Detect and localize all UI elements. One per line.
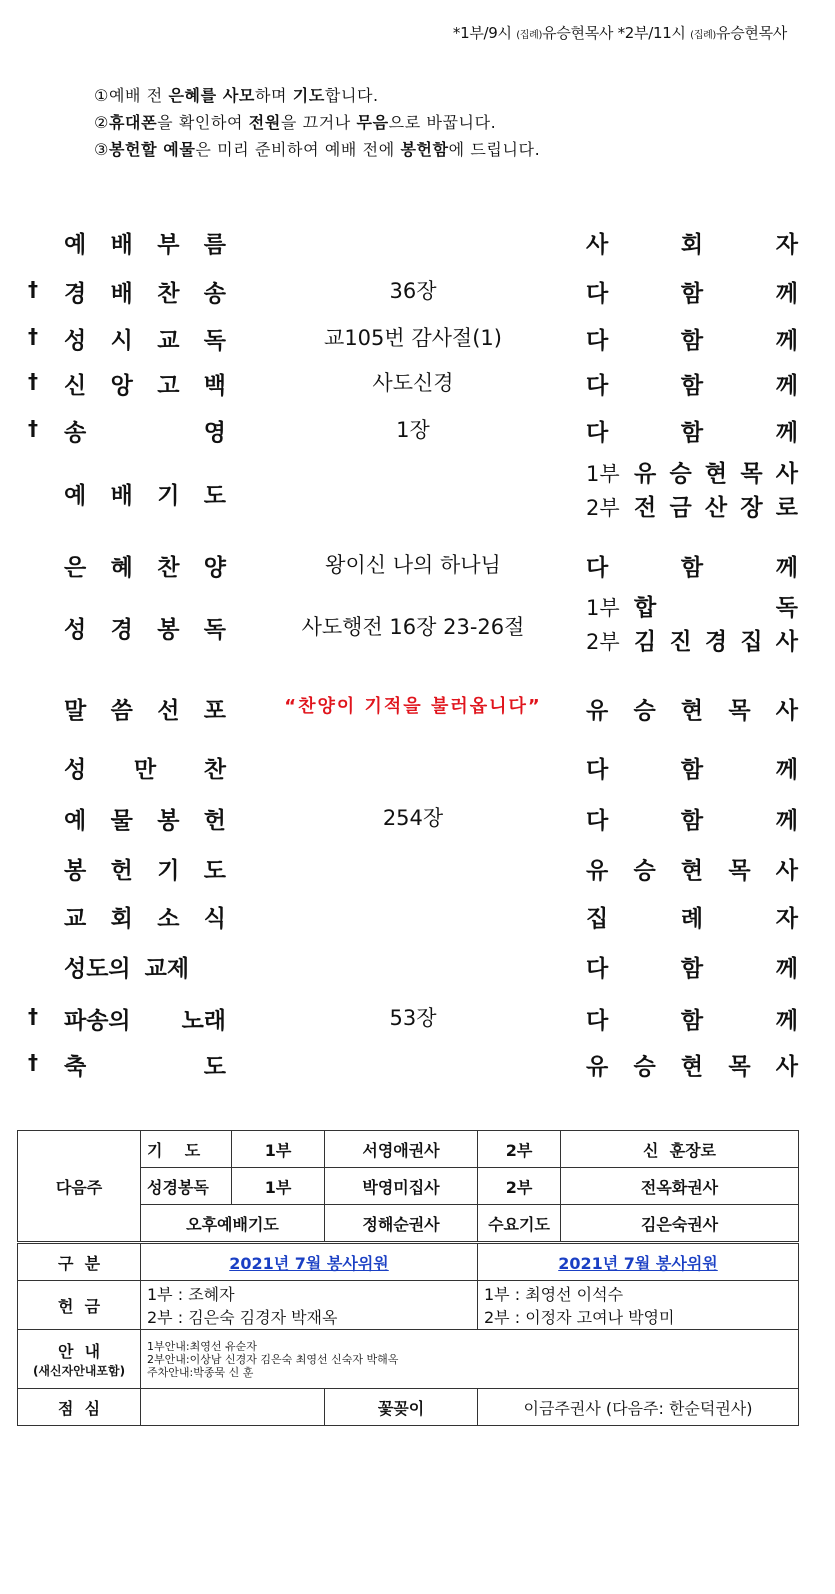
service-schedule	[453, 22, 787, 43]
responsible-part: 목	[728, 1054, 751, 1080]
cross-mark: †	[28, 416, 38, 440]
order-item-name-part: 배	[110, 483, 133, 509]
offering-right-line2: 2부 : 이정자 고여나 박영미	[484, 1308, 675, 1327]
responsible-part: 께	[775, 420, 798, 446]
prayer-label: 기 도	[141, 1131, 232, 1168]
cross-mark: †	[28, 277, 38, 301]
order-item-name-part: 봉	[157, 808, 180, 834]
order-item-content: 왕이신 나의 하나님	[325, 553, 501, 577]
next-week-label: 다음주	[18, 1131, 141, 1243]
reading-p2-label: 2부	[478, 1168, 561, 1205]
reading-label: 성경봉독	[141, 1168, 232, 1205]
responsible-part: 함	[680, 281, 704, 307]
responsible-part: 유	[586, 1054, 609, 1080]
order-item-responsible	[586, 322, 798, 355]
responsible-part: 다	[586, 420, 609, 446]
order-item-responsible	[586, 692, 798, 725]
order-item-name	[64, 322, 226, 355]
responsible-part: 함	[680, 328, 704, 354]
order-item-name	[64, 751, 226, 784]
responsible-part: 승	[633, 1054, 656, 1080]
order-item-name	[64, 477, 226, 510]
notice-3: ③봉헌할 예물은 미리 준비하여 예배 전에 봉헌함에 드립니다.	[94, 140, 541, 159]
reading-p1-name: 박영미집사	[325, 1168, 478, 1205]
cross-mark: †	[28, 324, 38, 348]
responsible-part: 현	[680, 1054, 704, 1080]
order-item-name-part: 예	[64, 483, 87, 509]
cross-mark: †	[28, 369, 38, 393]
responsible-part: 현	[680, 858, 704, 884]
order-item-name	[64, 549, 226, 582]
responsible-name-part: 진	[669, 629, 692, 655]
responsible-name-part: 독	[775, 595, 798, 621]
guide-line-3: 주차안내:박종묵 신 훈	[147, 1365, 254, 1379]
guide-line-2: 2부안내:이상남 신경자 김은숙 최영선 신숙자 박해옥	[147, 1352, 399, 1366]
order-item-name-part: 헌	[110, 858, 133, 884]
responsible-name-part: 로	[775, 495, 798, 521]
responsible-part: 함	[680, 808, 704, 834]
wednesday-prayer-label: 수요기도	[478, 1205, 561, 1243]
notice-1: ①예배 전 은혜를 사모하며 기도합니다.	[94, 86, 379, 105]
responsible-name-part: 집	[740, 629, 763, 655]
responsible-line	[586, 625, 798, 659]
order-item-name-part: 봉	[157, 617, 180, 643]
responsible-part: 함	[680, 757, 704, 783]
responsible-name-part: 금	[669, 495, 692, 521]
order-item-name-part: 찬	[157, 555, 180, 581]
responsible-part: 께	[775, 373, 798, 399]
order-item-name-part: 름	[203, 232, 226, 258]
order-item-name	[64, 367, 226, 400]
responsible-part: 자	[775, 906, 798, 932]
afternoon-prayer-name: 정해순권사	[325, 1205, 478, 1243]
reading-p1-label: 1부	[232, 1168, 325, 1205]
order-item-responsible	[586, 367, 798, 400]
order-item-name-part: 혜	[110, 555, 133, 581]
order-item-name-part: 식	[203, 906, 226, 932]
order-item-name-part: 고	[157, 373, 180, 399]
responsible-name-part: 장	[740, 495, 763, 521]
order-item-name-part: 독	[203, 617, 226, 643]
responsible-part: 례	[680, 906, 704, 932]
order-item-responsible	[586, 751, 798, 784]
order-item-name-part: 헌	[203, 808, 226, 834]
order-item-name-part: 성	[64, 328, 87, 354]
order-item-responsible	[586, 414, 798, 447]
service-roster-table	[17, 1130, 799, 1426]
responsible-part: 다	[586, 1008, 609, 1034]
responsible-part: 다	[586, 328, 609, 354]
committee-left[interactable]: 2021년 7월 봉사위원	[141, 1243, 478, 1281]
cross-mark: †	[28, 1004, 38, 1028]
first-service-time: *1부/9시	[452, 24, 512, 42]
responsible-part: 사	[775, 698, 798, 724]
responsible-part: 자	[775, 232, 798, 258]
order-item-name-part: 만	[133, 757, 157, 783]
responsible-part: 현	[680, 698, 704, 724]
order-item-responsible	[586, 802, 798, 835]
responsible-name-part: 승	[669, 461, 692, 487]
responsible-name-part: 유	[634, 461, 657, 487]
order-item-name-part: 성	[64, 757, 87, 783]
order-item-name-part: 포	[203, 698, 226, 724]
prayer-p1-name: 서영애권사	[325, 1131, 478, 1168]
order-item-name-part: 예	[64, 232, 87, 258]
responsible-name-part: 김	[634, 629, 657, 655]
responsible-part: 다	[586, 555, 609, 581]
responsible-part: 사	[586, 232, 609, 258]
offering-right	[478, 1281, 799, 1330]
responsible-name-part: 사	[775, 629, 798, 655]
responsible-part: 께	[775, 956, 798, 982]
order-item-name-part: 노래	[181, 1008, 226, 1034]
order-item-name-part: 은	[64, 555, 87, 581]
service-part-label: 1부	[586, 596, 620, 620]
responsible-part: 사	[775, 858, 798, 884]
offering-left-line1: 1부 : 조혜자	[147, 1285, 235, 1304]
order-item-name-part: 백	[203, 373, 226, 399]
guide-details	[141, 1330, 799, 1389]
order-item-name-part: 선	[157, 698, 180, 724]
responsible-name-part: 산	[704, 495, 728, 521]
guide-label: 안 내 (새신자안내포함)	[18, 1330, 141, 1389]
responsible-part: 함	[680, 956, 704, 982]
order-item-name-part: 시	[110, 328, 133, 354]
order-item-name-part: 양	[203, 555, 226, 581]
offering-left-line2: 2부 : 김은숙 김경자 박재옥	[147, 1308, 338, 1327]
order-item-responsible	[586, 1002, 798, 1035]
offering-left	[141, 1281, 478, 1330]
order-item-name-part: 찬	[203, 757, 226, 783]
responsible-name-part: 사	[775, 461, 798, 487]
prayer-p2-label: 2부	[478, 1131, 561, 1168]
cross-mark: †	[28, 1050, 38, 1074]
responsible-name-part: 현	[704, 461, 728, 487]
order-item-name-part: 송	[203, 281, 226, 307]
order-item-responsible	[586, 275, 798, 308]
order-item-name-part: 영	[203, 420, 226, 446]
responsible-part: 함	[680, 1008, 704, 1034]
order-item-name	[64, 1048, 226, 1081]
order-item-content: 사도신경	[372, 371, 454, 395]
responsible-part: 함	[680, 420, 704, 446]
order-item-responsible-split	[586, 457, 798, 525]
service-part-label: 2부	[586, 630, 620, 654]
order-item-content: 254장	[382, 806, 444, 830]
lunch-value	[141, 1389, 325, 1426]
order-item-name-part: 도	[203, 483, 226, 509]
order-item-name	[64, 852, 226, 885]
order-item-name-part: 경	[64, 281, 87, 307]
order-item-name-part: 성	[64, 617, 87, 643]
order-item-name	[64, 275, 226, 308]
offering-right-line1: 1부 : 최영선 이석수	[484, 1285, 624, 1304]
order-item-name	[64, 611, 226, 644]
responsible-line	[586, 591, 798, 625]
responsible-name-part: 합	[634, 595, 657, 621]
responsible-name-part: 목	[740, 461, 763, 487]
responsible-part: 목	[728, 858, 751, 884]
responsible-name-part: 전	[634, 495, 657, 521]
order-item-responsible	[586, 852, 798, 885]
responsible-part: 함	[680, 555, 704, 581]
order-item-responsible	[586, 950, 798, 983]
order-item-responsible	[586, 1048, 798, 1081]
order-item-name	[64, 950, 226, 983]
order-item-name-part: 도	[203, 1054, 226, 1080]
prayer-p2-name: 신 훈장로	[561, 1131, 799, 1168]
responsible-part: 목	[728, 698, 751, 724]
responsible-part: 께	[775, 328, 798, 354]
responsible-name	[634, 457, 798, 491]
order-item-responsible	[586, 549, 798, 582]
order-item-name-part: 찬	[157, 281, 180, 307]
service-part-label: 1부	[586, 462, 620, 486]
order-item-name-part: 말	[64, 698, 87, 724]
responsible-line	[586, 491, 798, 525]
order-item-name	[64, 802, 226, 835]
order-item-name-part: 교	[64, 906, 87, 932]
category-label: 구 분	[18, 1243, 141, 1281]
order-item-name-part: 씀	[110, 698, 133, 724]
responsible-part: 회	[680, 232, 704, 258]
order-item-name-part: 성도의	[64, 956, 131, 982]
order-item-name-part: 봉	[64, 858, 87, 884]
reading-p2-name: 전옥화권사	[561, 1168, 799, 1205]
responsible-part: 승	[633, 858, 656, 884]
second-service-leader: 유승현목사	[716, 24, 787, 42]
responsible-part: 께	[775, 1008, 798, 1034]
order-item-responsible	[586, 900, 798, 933]
order-item-name-part: 물	[110, 808, 133, 834]
order-item-name-part: 기	[157, 858, 180, 884]
notice-2: ②휴대폰을 확인하여 전원을 끄거나 무음으로 바꿉니다.	[94, 113, 497, 132]
order-item-name-part: 경	[110, 617, 133, 643]
first-service-leader: 유승현목사	[542, 24, 614, 42]
order-item-name-part: 교제	[144, 956, 190, 982]
order-item-name-part: 앙	[110, 373, 133, 399]
responsible-name	[634, 591, 798, 625]
order-item-name	[64, 900, 226, 933]
worship-notices	[94, 82, 540, 163]
order-item-name-part: 교	[157, 328, 180, 354]
second-service-time: *2부/11시	[617, 24, 686, 42]
responsible-part: 다	[586, 373, 609, 399]
first-service-tag: (집례)	[516, 30, 543, 41]
order-item-name-part: 기	[157, 483, 180, 509]
order-item-name-part: 배	[110, 281, 133, 307]
order-item-responsible-split	[586, 591, 798, 659]
order-item-content: 36장	[389, 279, 437, 303]
order-item-name-part: 회	[110, 906, 133, 932]
order-item-name-part: 예	[64, 808, 87, 834]
responsible-part: 유	[586, 858, 609, 884]
responsible-name	[634, 625, 798, 659]
order-item-responsible	[586, 226, 798, 259]
order-item-name-part: 축	[64, 1054, 87, 1080]
responsible-line	[586, 457, 798, 491]
responsible-part: 다	[586, 281, 609, 307]
responsible-part: 승	[633, 698, 656, 724]
order-item-content: 53장	[389, 1006, 437, 1030]
responsible-part: 다	[586, 757, 609, 783]
service-part-label: 2부	[586, 496, 620, 520]
prayer-p1-label: 1부	[232, 1131, 325, 1168]
responsible-part: 다	[586, 808, 609, 834]
offering-label: 헌 금	[18, 1281, 141, 1330]
guide-line-1: 1부안내:최영선 유순자	[147, 1339, 257, 1353]
order-item-name	[64, 1002, 226, 1035]
flower-name: 이금주권사 (다음주: 한순덕권사)	[478, 1389, 799, 1426]
order-item-name	[64, 692, 226, 725]
order-item-name-part: 부	[157, 232, 180, 258]
responsible-part: 다	[586, 956, 609, 982]
order-item-name-part: 파송의	[64, 1008, 131, 1034]
responsible-name-part: 경	[704, 629, 728, 655]
order-item-content: 1장	[396, 418, 430, 442]
responsible-part: 사	[775, 1054, 798, 1080]
order-item-name-part: 소	[157, 906, 180, 932]
order-item-name	[64, 226, 226, 259]
order-item-content: 교105번 감사절(1)	[324, 326, 502, 350]
afternoon-prayer-label: 오후예배기도	[141, 1205, 325, 1243]
committee-right[interactable]: 2021년 7월 봉사위원	[478, 1243, 799, 1281]
order-item-name-part: 독	[203, 328, 226, 354]
responsible-part: 께	[775, 281, 798, 307]
order-item-name-part: 송	[64, 420, 87, 446]
second-service-tag: (집례)	[690, 30, 717, 41]
order-item-content: 사도행전 16장 23-26절	[301, 615, 525, 639]
order-item-content: “찬양이 기적을 불러옵니다”	[284, 696, 542, 717]
responsible-part: 함	[680, 373, 704, 399]
responsible-name	[634, 491, 798, 525]
responsible-part: 집	[586, 906, 609, 932]
flower-label: 꽃꽂이	[325, 1389, 478, 1426]
order-item-name-part: 도	[203, 858, 226, 884]
responsible-part: 께	[775, 808, 798, 834]
order-item-name	[64, 414, 226, 447]
responsible-part: 께	[775, 757, 798, 783]
order-item-name-part: 신	[64, 373, 87, 399]
wednesday-prayer-name: 김은숙권사	[561, 1205, 799, 1243]
responsible-part: 께	[775, 555, 798, 581]
responsible-part: 유	[586, 698, 609, 724]
order-item-name-part: 배	[110, 232, 133, 258]
lunch-label: 점 심	[18, 1389, 141, 1426]
